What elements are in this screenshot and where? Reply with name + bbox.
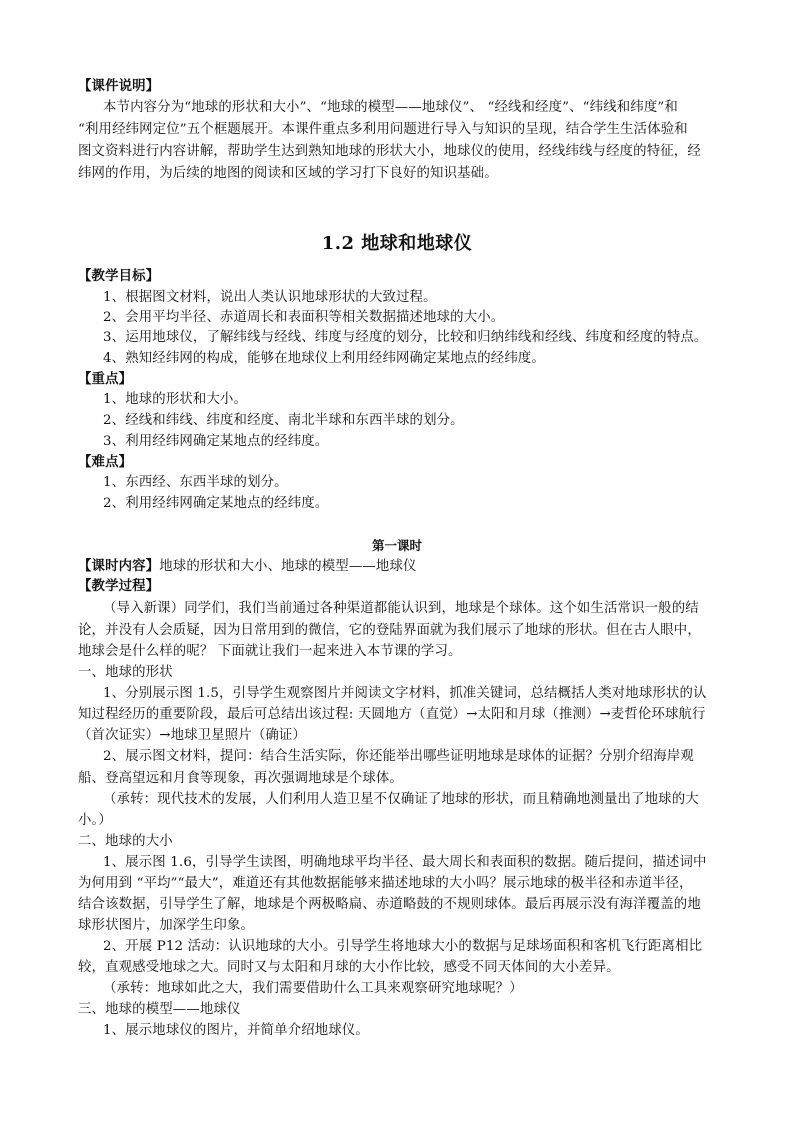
process-line: 2、展示图文材料，提问：结合生活实际，你还能举出哪些证明地球是球体的证据？分别介绍海岸观 — [103, 749, 694, 764]
key-point-item: 3、利用经纬网确定某地点的经纬度。 — [103, 434, 329, 449]
section-title: 1.2 地球和地球仪 — [321, 233, 473, 254]
lesson-title: 第一课时 — [371, 538, 422, 553]
process-line: 船、登高望远和月食等现象，再次强调地球是个球体。 — [78, 771, 403, 786]
process-line: 地球会是什么样的呢？ 下面就让我们一起来进入本节课的学习。 — [78, 644, 462, 659]
lesson-content — [78, 556, 728, 577]
course-note-line: “利用经纬网定位”五个框题展开。本课件重点多利用问题进行导入与知识的呈现，结合学生生活体验和 — [78, 122, 688, 137]
objectives-heading: 【教学目标】 — [78, 268, 160, 284]
process-line: 结合该数据，引导学生了解，地球是个两极略扁、赤道略鼓的不规则球体。最后再展示没有海洋覆盖的地 — [78, 897, 701, 912]
process-line: （承转：地球如此之大，我们需要借助什么工具来观察研究地球呢？） — [103, 981, 523, 996]
process-line: 为何用到 “平均”“最大”，难道还有其他数据能够来描述地球的大小吗？展示地球的极半径和赤道半径， — [78, 876, 693, 891]
course-note-heading: 【课件说明】 — [78, 78, 160, 94]
objective-item: 3、运用地球仪，了解纬线与经线、纬度与经度的划分，比较和归纳纬线和经线、纬度和经度的特点。 — [103, 330, 708, 345]
process-subheading: 一、地球的形状 — [78, 665, 173, 680]
process-line: （首次证实）→地球卫星照片（确证） — [78, 728, 307, 743]
process-line: 球形状图片，加深学生印象。 — [78, 918, 255, 933]
lesson-content-text: 地球的形状和大小、地球的模型——地球仪 — [159, 559, 417, 574]
process-line: （承转：现代技术的发展，人们利用人造卫星不仅确证了地球的形状，而且精确地测量出了地球的大 — [103, 792, 699, 807]
process-line: 小。） — [78, 813, 112, 828]
objective-item: 1、根据图文材料，说出人类认识地球形状的大致过程。 — [103, 290, 437, 305]
difficulty-item: 1、东西经、东西半球的划分。 — [103, 475, 288, 490]
lesson-content-label: 【课时内容】 — [78, 558, 160, 574]
key-point-item: 1、地球的形状和大小。 — [103, 392, 248, 407]
difficulty-item: 2、利用经纬网确定某地点的经纬度。 — [103, 496, 329, 511]
key-point-item: 2、经线和纬线、纬度和经度、南北半球和东西半球的划分。 — [103, 413, 464, 428]
process-line: 1、分别展示图 1.5，引导学生观察图片并阅读文字材料，抓准关键词，总结概括人类对地球形状的认 — [103, 686, 707, 701]
key-points-heading: 【重点】 — [78, 371, 133, 387]
course-note-line: 图文资料进行内容讲解，帮助学生达到熟知地球的形状大小，地球仪的使用，经线纬线与经度的特征，经 — [78, 144, 701, 159]
objective-item: 2、会用平均半径、赤道周长和表面积等相关数据描述地球的大小。 — [103, 310, 505, 325]
process-subheading: 二、地球的大小 — [78, 834, 173, 849]
process-subheading: 三、地球的模型——地球仪 — [78, 1002, 241, 1017]
process-line: （导入新课）同学们，我们当前通过各种渠道都能认识到，地球是个球体。这个如生活常识一般的结 — [103, 601, 699, 616]
course-note-line: 纬网的作用，为后续的地图的阅读和区域的学习打下良好的知识基础。 — [78, 166, 498, 181]
process-heading: 【教学过程】 — [78, 578, 160, 594]
process-line: 1、展示地球仪的图片，并简单介绍地球仪。 — [103, 1023, 369, 1038]
process-line: 2、开展 P12 活动：认识地球的大小。引导学生将地球大小的数据与足球场面积和客机飞行距离相比 — [103, 939, 703, 954]
process-line: 1、展示图 1.6，引导学生读图，明确地球平均半径、最大周长和表面积的数据。随后提问，描述词中 — [103, 855, 707, 870]
difficulties-heading: 【难点】 — [78, 454, 133, 470]
course-note-line: 本节内容分为“地球的形状和大小”、“地球的模型——地球仪”、 “经线和经度”、“纬线和纬度”和 — [103, 100, 678, 115]
process-line: 论，并没有人会质疑，因为日常用到的微信，它的登陆界面就为我们展示了地球的形状。但在古人眼中， — [78, 623, 701, 638]
process-line: 较，直观感受地球之大。同时又与太阳和月球的大小作比较，感受不同天体间的大小差异。 — [78, 960, 620, 975]
process-line: 知过程经历的重要阶段，最后可总结出该过程: 天圆地方（直觉）→太阳和月球（推测）→麦哲伦环球航行 — [78, 707, 706, 722]
objective-item: 4、熟知经纬网的构成，能够在地球仪上利用经纬网确定某地点的经纬度。 — [103, 351, 545, 366]
